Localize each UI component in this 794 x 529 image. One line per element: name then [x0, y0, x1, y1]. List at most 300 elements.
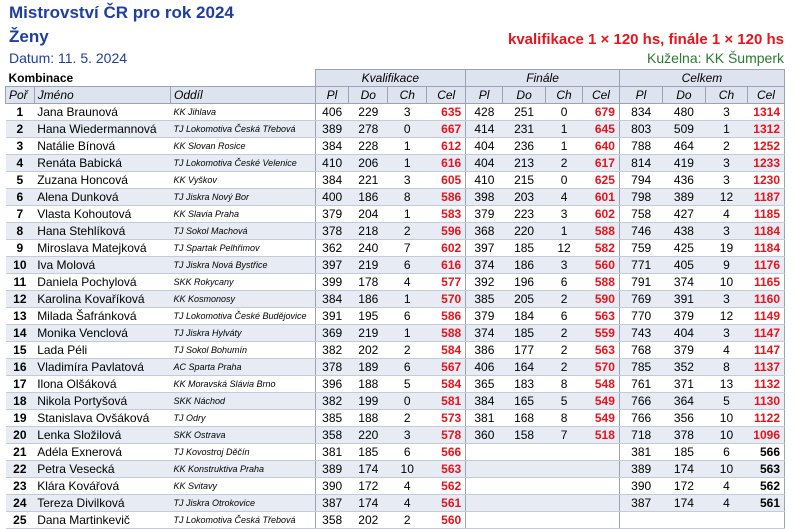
f-do-cell: 220 [503, 223, 546, 240]
club-cell: KK Slovan Rosice [170, 138, 315, 155]
table-row [6, 359, 785, 376]
q-pl-cell: 387 [315, 495, 349, 512]
q-ch-cell: 10 [388, 461, 427, 478]
q-do-cell: 229 [349, 104, 388, 121]
t-pl-cell: 766 [619, 410, 662, 427]
name-cell: Daniela Pochylová [34, 274, 170, 291]
q-pl-cell: 362 [315, 240, 349, 257]
name-cell: Jana Braunová [34, 104, 170, 121]
f-ch-cell: 2 [546, 359, 583, 376]
f-do-cell: 158 [503, 427, 546, 444]
q-cel-cell: 602 [427, 240, 466, 257]
t-ch-cell: 3 [705, 291, 747, 308]
f-ch-cell: 5 [546, 393, 583, 410]
f-cel-cell: 563 [583, 342, 620, 359]
t-cel-cell: 566 [747, 444, 784, 461]
q-pl-cell: 397 [315, 257, 349, 274]
q-do-cell: 185 [349, 444, 388, 461]
table-row [6, 172, 785, 189]
table-row [6, 325, 785, 342]
q-do-cell: 228 [349, 138, 388, 155]
name-cell: Lada Péli [34, 342, 170, 359]
name-cell: Alena Dunková [34, 189, 170, 206]
f-ch-cell: 1 [546, 121, 583, 138]
f-ch-cell: 8 [546, 410, 583, 427]
q-do-cell: 178 [349, 274, 388, 291]
name-cell: Hana Stehlíková [34, 223, 170, 240]
q-ch-cell: 7 [388, 240, 427, 257]
f-do-cell [503, 444, 546, 461]
f-ch-cell [546, 461, 583, 478]
f-pl-cell: 392 [466, 274, 503, 291]
q-pl-cell: 379 [315, 206, 349, 223]
name-cell: Vladimíra Pavlatová [34, 359, 170, 376]
t-cel-cell: 1149 [747, 308, 784, 325]
table-row [6, 274, 785, 291]
t-ch-cell [705, 512, 747, 529]
t-do-cell: 379 [662, 342, 705, 359]
f-ch-cell: 2 [546, 291, 583, 308]
club-cell: KK Konstruktiva Praha [170, 461, 315, 478]
q-pl-cell: 400 [315, 189, 349, 206]
f-cel-cell: 549 [583, 410, 620, 427]
q-pl-cell: 406 [315, 104, 349, 121]
t-do-cell: 480 [662, 104, 705, 121]
t-pl-cell: 743 [619, 325, 662, 342]
col-t-ch-header: Ch [705, 87, 747, 104]
club-cell: TJ Lokomotiva České Velenice [170, 155, 315, 172]
t-ch-cell: 2 [705, 138, 747, 155]
rank-cell: 23 [6, 478, 35, 495]
club-cell: TJ Jiskra Nová Bystřice [170, 257, 315, 274]
venue-label: Kuželna: KK Šumperk [647, 50, 784, 66]
f-pl-cell: 385 [466, 291, 503, 308]
t-pl-cell: 768 [619, 342, 662, 359]
f-ch-cell: 2 [546, 342, 583, 359]
table-row [6, 189, 785, 206]
t-do-cell: 185 [662, 444, 705, 461]
q-pl-cell: 399 [315, 274, 349, 291]
t-pl-cell: 769 [619, 291, 662, 308]
t-pl-cell: 389 [619, 461, 662, 478]
q-pl-cell: 385 [315, 410, 349, 427]
q-ch-cell: 1 [388, 325, 427, 342]
name-cell: Klára Kovářová [34, 478, 170, 495]
f-do-cell: 185 [503, 325, 546, 342]
q-ch-cell: 3 [388, 427, 427, 444]
q-pl-cell: 396 [315, 376, 349, 393]
rank-cell: 9 [6, 240, 35, 257]
q-cel-cell: 588 [427, 325, 466, 342]
t-cel-cell: 1312 [747, 121, 784, 138]
t-cel-cell: 1122 [747, 410, 784, 427]
q-do-cell: 199 [349, 393, 388, 410]
q-do-cell: 188 [349, 410, 388, 427]
q-ch-cell: 2 [388, 410, 427, 427]
col-t-do-header: Do [662, 87, 705, 104]
q-do-cell: 218 [349, 223, 388, 240]
f-pl-cell: 365 [466, 376, 503, 393]
f-ch-cell [546, 478, 583, 495]
f-cel-cell: 679 [583, 104, 620, 121]
f-do-cell: 215 [503, 172, 546, 189]
table-row [6, 121, 785, 138]
q-pl-cell: 358 [315, 427, 349, 444]
rank-cell: 12 [6, 291, 35, 308]
name-cell: Nikola Portyšová [34, 393, 170, 410]
t-do-cell: 174 [662, 495, 705, 512]
table-row [6, 308, 785, 325]
q-pl-cell: 382 [315, 342, 349, 359]
f-do-cell: 205 [503, 291, 546, 308]
q-do-cell: 278 [349, 121, 388, 138]
name-cell: Natálie Bínová [34, 138, 170, 155]
club-cell: KK Jihlava [170, 104, 315, 121]
name-cell: Dana Martinkevič [34, 512, 170, 529]
name-cell: Hana Wiedermannová [34, 121, 170, 138]
col-name-header: Jméno [34, 87, 170, 104]
f-pl-cell: 410 [466, 172, 503, 189]
q-ch-cell: 1 [388, 138, 427, 155]
t-ch-cell: 8 [705, 359, 747, 376]
q-ch-cell: 4 [388, 495, 427, 512]
q-pl-cell: 369 [315, 325, 349, 342]
t-ch-cell: 3 [705, 172, 747, 189]
q-do-cell: 220 [349, 427, 388, 444]
table-row [6, 342, 785, 359]
q-ch-cell: 1 [388, 291, 427, 308]
f-cel-cell [583, 495, 620, 512]
t-do-cell: 425 [662, 240, 705, 257]
t-ch-cell: 10 [705, 410, 747, 427]
club-cell: TJ Jiskra Hylváty [170, 325, 315, 342]
col-f-do-header: Do [503, 87, 546, 104]
col-q-cel-header: Cel [427, 87, 466, 104]
t-do-cell: 374 [662, 274, 705, 291]
q-ch-cell: 1 [388, 155, 427, 172]
rank-cell: 5 [6, 172, 35, 189]
rank-cell: 2 [6, 121, 35, 138]
t-pl-cell: 387 [619, 495, 662, 512]
q-do-cell: 195 [349, 308, 388, 325]
f-ch-cell: 7 [546, 427, 583, 444]
f-do-cell: 236 [503, 138, 546, 155]
col-q-do-header: Do [349, 87, 388, 104]
club-cell: TJ Sokol Machová [170, 223, 315, 240]
f-do-cell: 196 [503, 274, 546, 291]
f-do-cell: 168 [503, 410, 546, 427]
f-do-cell: 185 [503, 240, 546, 257]
t-ch-cell: 3 [705, 223, 747, 240]
t-do-cell: 404 [662, 325, 705, 342]
rank-cell: 20 [6, 427, 35, 444]
results-header [0, 0, 794, 72]
t-ch-cell: 3 [705, 325, 747, 342]
f-ch-cell: 2 [546, 155, 583, 172]
t-pl-cell [619, 512, 662, 529]
t-cel-cell: 1160 [747, 291, 784, 308]
rank-cell: 18 [6, 393, 35, 410]
rank-cell: 21 [6, 444, 35, 461]
t-ch-cell: 4 [705, 495, 747, 512]
f-pl-cell: 374 [466, 325, 503, 342]
f-ch-cell: 1 [546, 223, 583, 240]
club-cell: SKK Ostrava [170, 427, 315, 444]
q-pl-cell: 381 [315, 444, 349, 461]
rank-cell: 7 [6, 206, 35, 223]
name-cell: Tereza Divilková [34, 495, 170, 512]
name-cell: Petra Vesecká [34, 461, 170, 478]
rank-cell: 6 [6, 189, 35, 206]
rank-cell: 16 [6, 359, 35, 376]
f-cel-cell: 549 [583, 393, 620, 410]
t-pl-cell: 771 [619, 257, 662, 274]
f-ch-cell [546, 495, 583, 512]
t-ch-cell: 12 [705, 189, 747, 206]
rank-cell: 19 [6, 410, 35, 427]
f-cel-cell: 640 [583, 138, 620, 155]
t-cel-cell: 1132 [747, 376, 784, 393]
q-do-cell: 174 [349, 495, 388, 512]
q-pl-cell: 378 [315, 359, 349, 376]
f-pl-cell: 428 [466, 104, 503, 121]
competition-date: Datum: 11. 5. 2024 [9, 50, 128, 66]
f-do-cell [503, 461, 546, 478]
q-pl-cell: 391 [315, 308, 349, 325]
rank-cell: 1 [6, 104, 35, 121]
f-do-cell: 177 [503, 342, 546, 359]
t-do-cell: 436 [662, 172, 705, 189]
t-cel-cell: 563 [747, 461, 784, 478]
q-pl-cell: 384 [315, 291, 349, 308]
t-pl-cell: 718 [619, 427, 662, 444]
q-ch-cell: 4 [388, 274, 427, 291]
f-ch-cell: 3 [546, 206, 583, 223]
rank-cell: 3 [6, 138, 35, 155]
f-cel-cell [583, 444, 620, 461]
q-cel-cell: 562 [427, 478, 466, 495]
table-row [6, 512, 785, 529]
name-cell: Iva Molová [34, 257, 170, 274]
t-pl-cell: 746 [619, 223, 662, 240]
t-ch-cell: 4 [705, 478, 747, 495]
t-pl-cell: 766 [619, 393, 662, 410]
q-ch-cell: 0 [388, 121, 427, 138]
f-cel-cell: 588 [583, 274, 620, 291]
q-cel-cell: 561 [427, 495, 466, 512]
name-cell: Monika Venclová [34, 325, 170, 342]
t-ch-cell: 12 [705, 308, 747, 325]
f-do-cell: 231 [503, 121, 546, 138]
t-cel-cell: 562 [747, 478, 784, 495]
club-cell: TJ Odry [170, 410, 315, 427]
section-label: Kombinace [8, 70, 74, 85]
t-do-cell: 391 [662, 291, 705, 308]
f-do-cell: 251 [503, 104, 546, 121]
q-ch-cell: 6 [388, 257, 427, 274]
q-do-cell: 204 [349, 206, 388, 223]
club-cell: TJ Kovostroj Děčín [170, 444, 315, 461]
table-row [6, 291, 785, 308]
t-pl-cell: 785 [619, 359, 662, 376]
f-do-cell: 186 [503, 257, 546, 274]
t-pl-cell: 758 [619, 206, 662, 223]
q-ch-cell: 3 [388, 172, 427, 189]
t-cel-cell: 1137 [747, 359, 784, 376]
t-pl-cell: 390 [619, 478, 662, 495]
rank-cell: 17 [6, 376, 35, 393]
f-cel-cell [583, 461, 620, 478]
t-do-cell: 379 [662, 308, 705, 325]
t-cel-cell: 1187 [747, 189, 784, 206]
club-cell: TJ Lokomotiva Česká Třebová [170, 512, 315, 529]
q-pl-cell: 378 [315, 223, 349, 240]
rank-cell: 25 [6, 512, 35, 529]
t-cel-cell: 561 [747, 495, 784, 512]
t-pl-cell: 761 [619, 376, 662, 393]
q-ch-cell: 1 [388, 206, 427, 223]
q-ch-cell: 6 [388, 359, 427, 376]
q-cel-cell: 567 [427, 359, 466, 376]
q-cel-cell: 583 [427, 206, 466, 223]
t-ch-cell: 10 [705, 274, 747, 291]
q-pl-cell: 389 [315, 121, 349, 138]
club-cell: KK Slavia Praha [170, 206, 315, 223]
results-body [6, 104, 785, 529]
q-ch-cell: 2 [388, 223, 427, 240]
t-cel-cell: 1233 [747, 155, 784, 172]
f-ch-cell: 1 [546, 138, 583, 155]
t-do-cell: 509 [662, 121, 705, 138]
f-pl-cell [466, 478, 503, 495]
t-do-cell: 356 [662, 410, 705, 427]
f-pl-cell [466, 444, 503, 461]
name-cell: Miroslava Matejková [34, 240, 170, 257]
t-pl-cell: 794 [619, 172, 662, 189]
f-ch-cell: 4 [546, 189, 583, 206]
club-cell: KK Kosmonosy [170, 291, 315, 308]
t-pl-cell: 381 [619, 444, 662, 461]
f-cel-cell: 590 [583, 291, 620, 308]
q-do-cell: 202 [349, 512, 388, 529]
t-do-cell: 389 [662, 189, 705, 206]
table-row [6, 240, 785, 257]
f-cel-cell: 570 [583, 359, 620, 376]
f-ch-cell: 3 [546, 257, 583, 274]
name-cell: Karolina Kovaříková [34, 291, 170, 308]
col-club-header: Oddíl [170, 87, 315, 104]
col-f-pl-header: Pl [466, 87, 503, 104]
t-cel-cell: 1252 [747, 138, 784, 155]
f-cel-cell: 602 [583, 206, 620, 223]
q-do-cell: 186 [349, 291, 388, 308]
rank-cell: 8 [6, 223, 35, 240]
t-do-cell: 174 [662, 461, 705, 478]
name-cell: Zuzana Honcová [34, 172, 170, 189]
q-do-cell: 188 [349, 376, 388, 393]
q-cel-cell: 616 [427, 155, 466, 172]
club-cell: TJ Jiskra Nový Bor [170, 189, 315, 206]
q-pl-cell: 410 [315, 155, 349, 172]
f-pl-cell: 381 [466, 410, 503, 427]
q-pl-cell: 384 [315, 172, 349, 189]
rank-cell: 14 [6, 325, 35, 342]
table-row [6, 138, 785, 155]
q-cel-cell: 577 [427, 274, 466, 291]
q-cel-cell: 605 [427, 172, 466, 189]
f-ch-cell: 2 [546, 325, 583, 342]
f-cel-cell: 560 [583, 257, 620, 274]
name-cell: Renáta Babická [34, 155, 170, 172]
f-pl-cell: 360 [466, 427, 503, 444]
q-do-cell: 202 [349, 342, 388, 359]
q-cel-cell: 560 [427, 512, 466, 529]
t-cel-cell: 1314 [747, 104, 784, 121]
table-row [6, 495, 785, 512]
t-cel-cell: 1147 [747, 342, 784, 359]
q-ch-cell: 8 [388, 189, 427, 206]
f-pl-cell: 397 [466, 240, 503, 257]
f-cel-cell [583, 512, 620, 529]
q-cel-cell: 596 [427, 223, 466, 240]
f-do-cell: 203 [503, 189, 546, 206]
t-do-cell: 378 [662, 427, 705, 444]
t-ch-cell: 6 [705, 444, 747, 461]
table-row [6, 257, 785, 274]
club-cell: TJ Lokomotiva České Budějovice [170, 308, 315, 325]
club-cell: TJ Spartak Pelhřimov [170, 240, 315, 257]
t-ch-cell: 10 [705, 461, 747, 478]
q-pl-cell: 390 [315, 478, 349, 495]
col-f-ch-header: Ch [546, 87, 583, 104]
q-ch-cell: 5 [388, 376, 427, 393]
f-cel-cell: 617 [583, 155, 620, 172]
t-ch-cell: 19 [705, 240, 747, 257]
t-cel-cell: 1165 [747, 274, 784, 291]
t-ch-cell: 3 [705, 155, 747, 172]
t-do-cell: 172 [662, 478, 705, 495]
t-do-cell: 464 [662, 138, 705, 155]
col-f-cel-header: Cel [583, 87, 620, 104]
f-cel-cell: 645 [583, 121, 620, 138]
f-cel-cell: 625 [583, 172, 620, 189]
q-ch-cell: 3 [388, 104, 427, 121]
q-cel-cell: 616 [427, 257, 466, 274]
table-row [6, 427, 785, 444]
t-pl-cell: 791 [619, 274, 662, 291]
f-cel-cell: 601 [583, 189, 620, 206]
q-do-cell: 219 [349, 257, 388, 274]
t-cel-cell: 1147 [747, 325, 784, 342]
table-row [6, 444, 785, 461]
f-ch-cell: 0 [546, 172, 583, 189]
t-cel-cell: 1096 [747, 427, 784, 444]
q-do-cell: 206 [349, 155, 388, 172]
q-do-cell: 189 [349, 359, 388, 376]
table-row [6, 155, 785, 172]
f-cel-cell: 518 [583, 427, 620, 444]
q-cel-cell: 563 [427, 461, 466, 478]
f-pl-cell: 379 [466, 206, 503, 223]
f-ch-cell: 6 [546, 274, 583, 291]
page-title: Mistrovství ČR pro rok 2024 [9, 3, 234, 22]
club-cell: KK Svitavy [170, 478, 315, 495]
t-pl-cell: 834 [619, 104, 662, 121]
t-pl-cell: 814 [619, 155, 662, 172]
table-row [6, 478, 785, 495]
group-final: Finále [466, 70, 620, 87]
club-cell: SKK Náchod [170, 393, 315, 410]
